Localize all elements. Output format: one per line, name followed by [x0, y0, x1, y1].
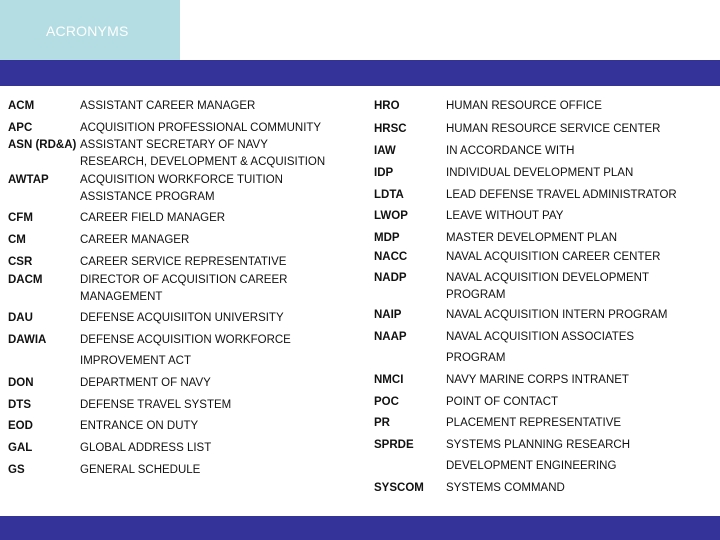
acronym-term: SYSCOM: [374, 482, 424, 494]
acronym-definition: ASSISTANT CAREER MANAGER: [80, 100, 256, 112]
acronym-definition: ASSISTANCE PROGRAM: [80, 191, 215, 203]
acronym-term: CM: [8, 234, 26, 246]
acronym-definition: CAREER SERVICE REPRESENTATIVE: [80, 256, 287, 268]
acronym-term: LDTA: [374, 189, 404, 201]
acronym-definition: MASTER DEVELOPMENT PLAN: [446, 232, 618, 244]
acronym-definition: PROGRAM: [446, 352, 506, 364]
acronym-term: PR: [374, 417, 390, 429]
acronym-definition: RESEARCH, DEVELOPMENT & ACQUISITION: [80, 156, 326, 168]
acronym-term: GS: [8, 464, 25, 476]
acronym-term: MDP: [374, 232, 400, 244]
acronym-definition: HUMAN RESOURCE SERVICE CENTER: [446, 123, 661, 135]
acronym-definition: ACQUISITION PROFESSIONAL COMMUNITY: [80, 122, 322, 134]
acronym-definition: ENTRANCE ON DUTY: [80, 420, 199, 432]
acronym-term: IAW: [374, 145, 396, 157]
acronym-definition: GLOBAL ADDRESS LIST: [80, 442, 212, 454]
acronym-definition: CAREER MANAGER: [80, 234, 190, 246]
acronym-definition: DEFENSE TRAVEL SYSTEM: [80, 399, 232, 411]
acronym-term: AWTAP: [8, 174, 49, 186]
acronym-term: HRO: [374, 100, 400, 112]
header-band: [0, 60, 720, 86]
acronym-term: SPRDE: [374, 439, 414, 451]
acronym-term: DAWIA: [8, 334, 47, 346]
acronym-definition: DIRECTOR OF ACQUISITION CAREER: [80, 274, 288, 286]
acronym-term: DAU: [8, 312, 33, 324]
acronym-definition: CAREER FIELD MANAGER: [80, 212, 226, 224]
acronym-definition: NAVAL ACQUISITION CAREER CENTER: [446, 251, 661, 263]
acronym-definition: DEVELOPMENT ENGINEERING: [446, 460, 617, 472]
acronym-term: NMCI: [374, 374, 404, 386]
acronym-term: EOD: [8, 420, 33, 432]
acronym-term: DACM: [8, 274, 43, 286]
acronym-definition: ACQUISITION WORKFORCE TUITION: [80, 174, 283, 186]
footer-band: [0, 516, 720, 540]
acronym-term: NAIP: [374, 309, 402, 321]
acronym-definition: POINT OF CONTACT: [446, 396, 559, 408]
acronym-definition: GENERAL SCHEDULE: [80, 464, 201, 476]
acronym-definition: MANAGEMENT: [80, 291, 163, 303]
acronym-definition: NAVAL ACQUISITION INTERN PROGRAM: [446, 309, 668, 321]
acronym-definition: IN ACCORDANCE WITH: [446, 145, 575, 157]
acronym-definition: LEAD DEFENSE TRAVEL ADMINISTRATOR: [446, 189, 677, 201]
acronym-definition: DEFENSE ACQUISIITON UNIVERSITY: [80, 312, 284, 324]
acronym-definition: SYSTEMS COMMAND: [446, 482, 565, 494]
acronym-term: LWOP: [374, 210, 408, 222]
acronym-term: GAL: [8, 442, 33, 454]
page-title: ACRONYMS: [46, 23, 129, 39]
acronym-term: IDP: [374, 167, 394, 179]
acronym-definition: SYSTEMS PLANNING RESEARCH: [446, 439, 631, 451]
title-box: [0, 0, 180, 60]
acronym-definition: ASSISTANT SECRETARY OF NAVY: [80, 139, 268, 151]
acronym-definition: NAVAL ACQUISITION DEVELOPMENT: [446, 272, 649, 284]
acronym-term: CSR: [8, 256, 33, 268]
acronym-definition: IMPROVEMENT ACT: [80, 355, 191, 367]
acronym-definition: NAVAL ACQUISITION ASSOCIATES: [446, 331, 635, 343]
acronym-term: NADP: [374, 272, 407, 284]
acronym-definition: PROGRAM: [446, 289, 506, 301]
acronym-definition: INDIVIDUAL DEVELOPMENT PLAN: [446, 167, 634, 179]
acronym-term: CFM: [8, 212, 33, 224]
acronym-term: DTS: [8, 399, 31, 411]
acronym-term: DON: [8, 377, 34, 389]
acronym-term: APC: [8, 122, 33, 134]
acronym-definition: NAVY MARINE CORPS INTRANET: [446, 374, 629, 386]
acronym-term: NACC: [374, 251, 408, 263]
acronym-definition: HUMAN RESOURCE OFFICE: [446, 100, 602, 112]
acronym-term: POC: [374, 396, 399, 408]
acronym-term: ASN (RD&A): [8, 139, 77, 151]
acronym-term: HRSC: [374, 123, 407, 135]
acronym-term: ACM: [8, 100, 35, 112]
acronym-definition: PLACEMENT REPRESENTATIVE: [446, 417, 622, 429]
acronym-definition: DEPARTMENT OF NAVY: [80, 377, 211, 389]
acronym-term: NAAP: [374, 331, 407, 343]
acronym-definition: LEAVE WITHOUT PAY: [446, 210, 564, 222]
acronym-definition: DEFENSE ACQUISITION WORKFORCE: [80, 334, 291, 346]
